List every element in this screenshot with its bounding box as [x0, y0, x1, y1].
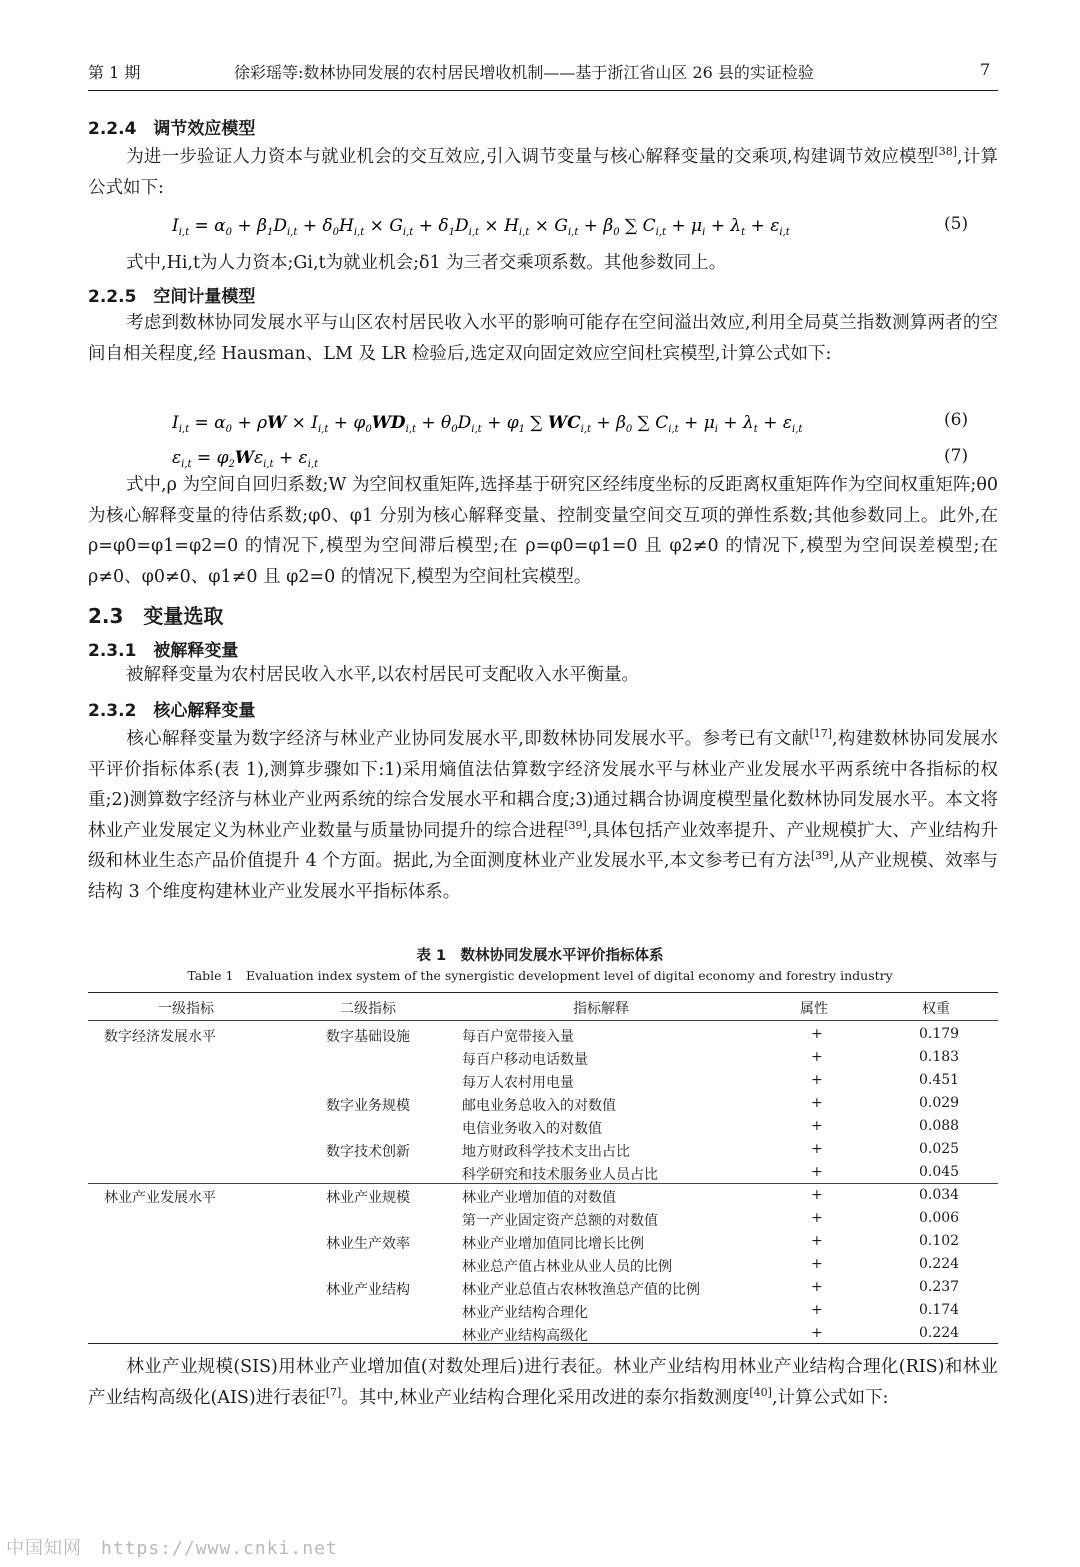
equation-6-number: (6)	[944, 410, 969, 430]
cell-level2: 林业生产效率	[326, 1236, 410, 1252]
cell-attribute: +	[811, 1233, 823, 1249]
cell-weight: 0.102	[919, 1233, 960, 1249]
section-2-3-2-paragraph: 核心解释变量为数字经济与林业产业协同发展水平,即数林协同发展水平。参考已有文献[17],构建数林协同发展水平评价指标体系(表 1),测算步骤如下:1)采用熵值法估算数字经济发展水平与林业产业发展水平两系统中各指标的权重;2)测算数字经济与林业产业两系统的综合发展水平和耦合度;3)通过耦合协调度模型量化数林协同发展水平。本文将林业产业发展定义为林业产业数量与质量协同提升的综合进程[39],具体包括产业效率提升、产业规模扩大、产业结构升级和林业生态产品价值提升 4 个方面。据此,为全面测度林业产业发展水平,本文参考已有方法[39],从产业规模、效率与结构 3 个维度构建林业产业发展水平指标体系。	[88, 727, 999, 902]
cell-weight: 0.006	[919, 1210, 960, 1226]
table-header-description: 指标解释	[573, 1001, 629, 1017]
cell-attribute: +	[811, 1049, 823, 1065]
cell-attribute: +	[811, 1026, 823, 1042]
section-2-3-1-title: 2.3.1 被解释变量	[88, 641, 239, 661]
cell-description: 每百户移动电话数量	[462, 1052, 588, 1068]
table-header-rule	[88, 1020, 998, 1021]
equation-6	[172, 410, 892, 441]
equation-5-number: (5)	[944, 214, 969, 234]
equation-7-number: (7)	[944, 446, 969, 466]
cell-level2: 林业产业规模	[326, 1190, 410, 1206]
cell-attribute: +	[811, 1118, 823, 1134]
cell-description: 科学研究和技术服务业人员占比	[462, 1167, 658, 1183]
cell-description: 每百户宽带接入量	[462, 1029, 574, 1045]
cell-level2: 数字业务规模	[326, 1098, 410, 1114]
cell-weight: 0.179	[919, 1026, 960, 1042]
section-2-2-5-title: 2.2.5 空间计量模型	[88, 287, 256, 307]
cell-description: 林业总产值占林业从业人员的比例	[462, 1259, 672, 1275]
cell-attribute: +	[811, 1210, 823, 1226]
cell-description: 地方财政科学技术支出占比	[462, 1144, 630, 1160]
cell-description: 每万人农村用电量	[462, 1075, 574, 1091]
svg-text:εi,t = φ2Wεi,t + εi,t: $\varepsilon_{i,t} = \varphi_2W\varepsilon_{i,t} + \varepsilon_{i,t}$	[172, 448, 319, 470]
cell-attribute: +	[811, 1141, 823, 1157]
section-2-2-4-paragraph-2: 式中,Hi,t为人力资本;Gi,t为就业机会;δ1 为三者交乘项系数。其他参数同上。	[126, 253, 727, 273]
header-rule	[88, 90, 998, 91]
cell-description: 邮电业务总收入的对数值	[462, 1098, 616, 1114]
page-number: 7	[980, 60, 991, 79]
table-1-caption: 表 1 数林协同发展水平评价指标体系	[416, 948, 664, 964]
cell-attribute: +	[811, 1187, 823, 1203]
table-header-level1: 一级指标	[158, 1001, 214, 1017]
equation-6-render	[172, 410, 892, 436]
running-title: 徐彩瑶等:数林协同发展的农村居民增收机制——基于浙江省山区 26 县的实证检验	[234, 63, 814, 82]
cell-attribute: +	[811, 1256, 823, 1272]
svg-text:Ii,t = α0 + β1Di,t + δ0Hi,t ×: $I_{i,t} = \alpha_0 + \beta_1D_{i,t} + \delta_0H_{i,t} \times G_{i,t} + \delta_1D_{i,t} \times H_{i,t} \times G_{i,t} + \beta_0$ ∑ $C_{i,t} + \mu_i + \lambda_t + \varepsilon_{i,t}$	[172, 216, 790, 238]
svg-text:Ii,t = α0 + ρW × Ii,t + φ0WDi,: $I_{i,t} = \alpha_0 + \rho W \times I_{i,t} + \varphi_0WD_{i,t} + \theta_0D_{i,t} + \varphi_1$ ∑ $WC_{i,t} + \beta_0$ ∑ $C_{i,t} + \mu_i + \lambda_t + \varepsilon_{i,t}$	[172, 413, 803, 435]
cell-weight: 0.183	[919, 1049, 960, 1065]
cell-weight: 0.088	[919, 1118, 960, 1134]
section-2-3-1-paragraph: 被解释变量为农村居民收入水平,以农村居民可支配收入水平衡量。	[126, 665, 640, 685]
issue-label: 第 1 期	[88, 63, 141, 82]
cell-attribute: +	[811, 1279, 823, 1295]
cnki-watermark: 中国知网 https://www.cnki.net	[6, 1538, 338, 1559]
equation-5	[172, 214, 812, 243]
table-header-level2: 二级指标	[340, 1001, 396, 1017]
cell-level2: 数字基础设施	[326, 1029, 410, 1045]
cell-description: 林业产业增加值的对数值	[462, 1190, 616, 1206]
cell-description: 电信业务收入的对数值	[462, 1121, 602, 1137]
section-2-2-5-paragraph-2: 式中,ρ 为空间自回归系数;W 为空间权重矩阵,选择基于研究区经纬度坐标的反距离权重矩阵作为空间权重矩阵;θ0 为核心解释变量的待估系数;φ0、φ1 分别为核心解释变量、控制变量空间交互项的弹性系数;其他参数同上。此外,在 ρ=φ0=φ1=φ2=0 的情况下,模型为空间滞后模型;在 ρ=φ0=φ1=0 且 φ2≠0 的情况下,模型为空间误差模型;在 ρ≠0、φ0≠0、φ1≠0 且 φ2=0 的情况下,模型为空间杜宾模型。	[88, 475, 998, 587]
section-2-3-2-title: 2.3.2 核心解释变量	[88, 701, 256, 721]
cell-weight: 0.237	[919, 1279, 960, 1295]
cell-description: 林业产业总值占农林牧渔总产值的比例	[462, 1282, 700, 1298]
cell-description: 第一产业固定资产总额的对数值	[462, 1213, 658, 1229]
cell-level1: 林业产业发展水平	[104, 1190, 216, 1206]
section-2-2-4-title: 2.2.4 调节效应模型	[88, 119, 256, 139]
cell-level2: 林业产业结构	[326, 1282, 410, 1298]
cell-level1: 数字经济发展水平	[104, 1029, 216, 1045]
table-top-rule	[88, 992, 998, 993]
section-2-2-4-paragraph: 为进一步验证人力资本与就业机会的交互效应,引入调节变量与核心解释变量的交乘项,构建调节效应模型[38],计算公式如下:	[88, 145, 998, 198]
cell-description: 林业产业增加值同比增长比例	[462, 1236, 644, 1252]
cell-weight: 0.451	[919, 1072, 960, 1088]
cell-description: 林业产业结构高级化	[462, 1328, 588, 1344]
cell-attribute: +	[811, 1164, 823, 1180]
cell-attribute: +	[811, 1095, 823, 1111]
cell-attribute: +	[811, 1325, 823, 1341]
post-table-paragraph: 林业产业规模(SIS)用林业产业增加值(对数处理后)进行表征。林业产业结构用林业产业结构合理化(RIS)和林业产业结构高级化(AIS)进行表征[7]。其中,林业产业结构合理化采用改进的泰尔指数测度[40],计算公式如下:	[88, 1357, 998, 1408]
cell-weight: 0.029	[919, 1095, 960, 1111]
table-header-attribute: 属性	[800, 1001, 828, 1017]
equation-7-render	[172, 446, 412, 470]
cell-attribute: +	[811, 1302, 823, 1318]
cell-attribute: +	[811, 1072, 823, 1088]
cell-weight: 0.224	[919, 1325, 960, 1341]
section-2-2-5-paragraph: 考虑到数林协同发展水平与山区农村居民收入水平的影响可能存在空间溢出效应,利用全局莫兰指数测算两者的空间自相关程度,经 Hausman、LM 及 LR 检验后,选定双向固定效应空间杜宾模型,计算公式如下:	[88, 313, 998, 364]
table-header-weight: 权重	[922, 1001, 950, 1017]
table-1-caption-en: Table 1 Evaluation index system of the synergistic development level of digital economy and forestry industry	[187, 968, 893, 983]
cell-weight: 0.174	[919, 1302, 960, 1318]
cell-weight: 0.224	[919, 1256, 960, 1272]
cell-level2: 数字技术创新	[326, 1144, 410, 1160]
cell-weight: 0.025	[919, 1141, 960, 1157]
equation-5-render	[172, 214, 812, 238]
cell-weight: 0.034	[919, 1187, 960, 1203]
section-2-3-title: 2.3 变量选取	[88, 604, 224, 628]
cell-description: 林业产业结构合理化	[462, 1305, 588, 1321]
cell-weight: 0.045	[919, 1164, 960, 1180]
